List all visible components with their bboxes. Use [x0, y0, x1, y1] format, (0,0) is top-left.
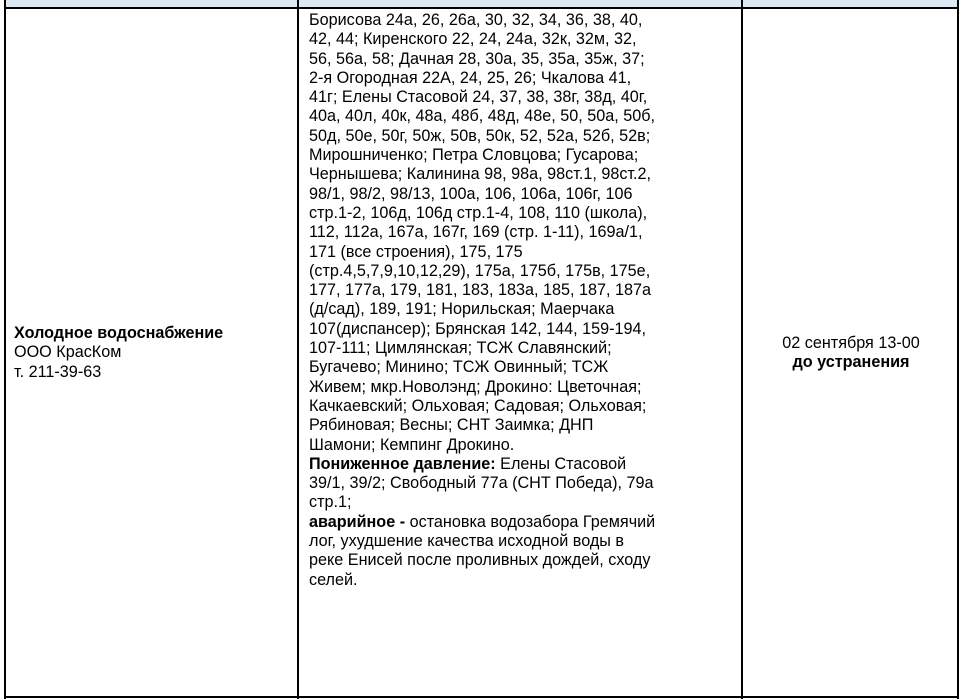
service-company: ООО КрасКом	[14, 343, 122, 362]
address-line: Рябиновая; Весны; СНТ Заимка; ДНП	[309, 416, 594, 435]
address-line: Бугачево; Минино; ТСЖ Овинный; ТСЖ	[309, 358, 609, 377]
address-line: 50д, 50е, 50г, 50ж, 50в, 50к, 52, 52а, 52б, 52в;	[309, 126, 651, 145]
service-title: Холодное водоснабжение	[14, 324, 224, 343]
low-pressure-line: 39/1, 39/2; Свободный 77а (СНТ Победа), 79а	[309, 474, 654, 493]
address-line: 56, 56а, 58; Дачная 28, 30а, 35, 35а, 35ж, 37;	[309, 49, 645, 68]
address-line: 2-я Огородная 22А, 24, 25, 26; Чкалова 41,	[309, 68, 632, 87]
addresses-cell	[303, 9, 743, 590]
timing-cell	[743, 9, 959, 697]
outage-table	[4, 0, 959, 699]
address-line: 40а, 40л, 40к, 48а, 48б, 48д, 48е, 50, 50а, 50б,	[309, 107, 656, 126]
service-cell	[4, 9, 297, 697]
address-line: стр.1-2, 106д, 106д стр.1-4, 108, 110 (школа),	[309, 203, 648, 222]
low-pressure-text: Елены Стасовой	[495, 454, 627, 473]
timing-start: 02 сентября 13-00	[782, 333, 920, 352]
emergency-line: селей.	[309, 570, 358, 589]
timing-end: до устранения	[792, 353, 910, 371]
emergency-line	[309, 513, 739, 532]
emergency-line: лог, ухудшение качества исходной воды в	[309, 532, 625, 551]
address-line: 41г; Елены Стасовой 24, 37, 38, 38г, 38д, 40г,	[309, 88, 648, 107]
col-border-1	[297, 0, 299, 699]
address-line: 177, 177а, 179, 181, 183, 183а, 185, 187, 187а	[309, 281, 652, 300]
address-line: Шамони; Кемпинг Дрокино.	[309, 435, 515, 454]
address-line: 42, 44; Киренского 22, 24, 24а, 32к, 32м, 32,	[309, 30, 637, 49]
address-line: 98/1, 98/2, 98/13, 100а, 106, 106а, 106г, 106	[309, 184, 633, 203]
address-line: 107-111; Цимлянская; ТСЖ Славянский;	[309, 339, 612, 358]
address-line: (стр.4,5,7,9,10,12,29), 175а, 175б, 175в, 175е,	[309, 261, 651, 280]
address-line: Чернышева; Калинина 98, 98а, 98ст.1, 98ст.2,	[309, 165, 652, 184]
address-line: 112, 112а, 167а, 167г, 169 (стр. 1-11), 169а/1,	[309, 223, 643, 242]
header-row-strip	[4, 0, 959, 7]
low-pressure-label: Пониженное давление:	[309, 454, 496, 473]
emergency-line: реке Енисей после проливных дождей, сходу	[309, 551, 651, 570]
address-line: 107(диспансер); Брянская 142, 144, 159-194,	[309, 319, 647, 338]
low-pressure-line: стр.1;	[309, 493, 352, 512]
address-line: Мирошниченко; Петра Словцова; Гусарова;	[309, 146, 639, 165]
address-line: Борисова 24а, 26, 26а, 30, 32, 34, 36, 38, 40,	[309, 11, 643, 29]
address-line: Живем; мкр.Новолэнд; Дрокино: Цветочная;	[309, 377, 642, 396]
service-phone: т. 211-39-63	[14, 362, 102, 381]
address-line: Качкаевский; Ольховая; Садовая; Ольховая;	[309, 396, 647, 415]
emergency-text: остановка водозабора Гремячий	[405, 512, 656, 531]
emergency-label: аварийное -	[309, 512, 406, 531]
address-line: (д/сад), 189, 191; Норильская; Маерчака	[309, 300, 615, 319]
low-pressure-line	[309, 455, 739, 474]
address-line: 171 (все строения), 175, 175	[309, 242, 523, 261]
